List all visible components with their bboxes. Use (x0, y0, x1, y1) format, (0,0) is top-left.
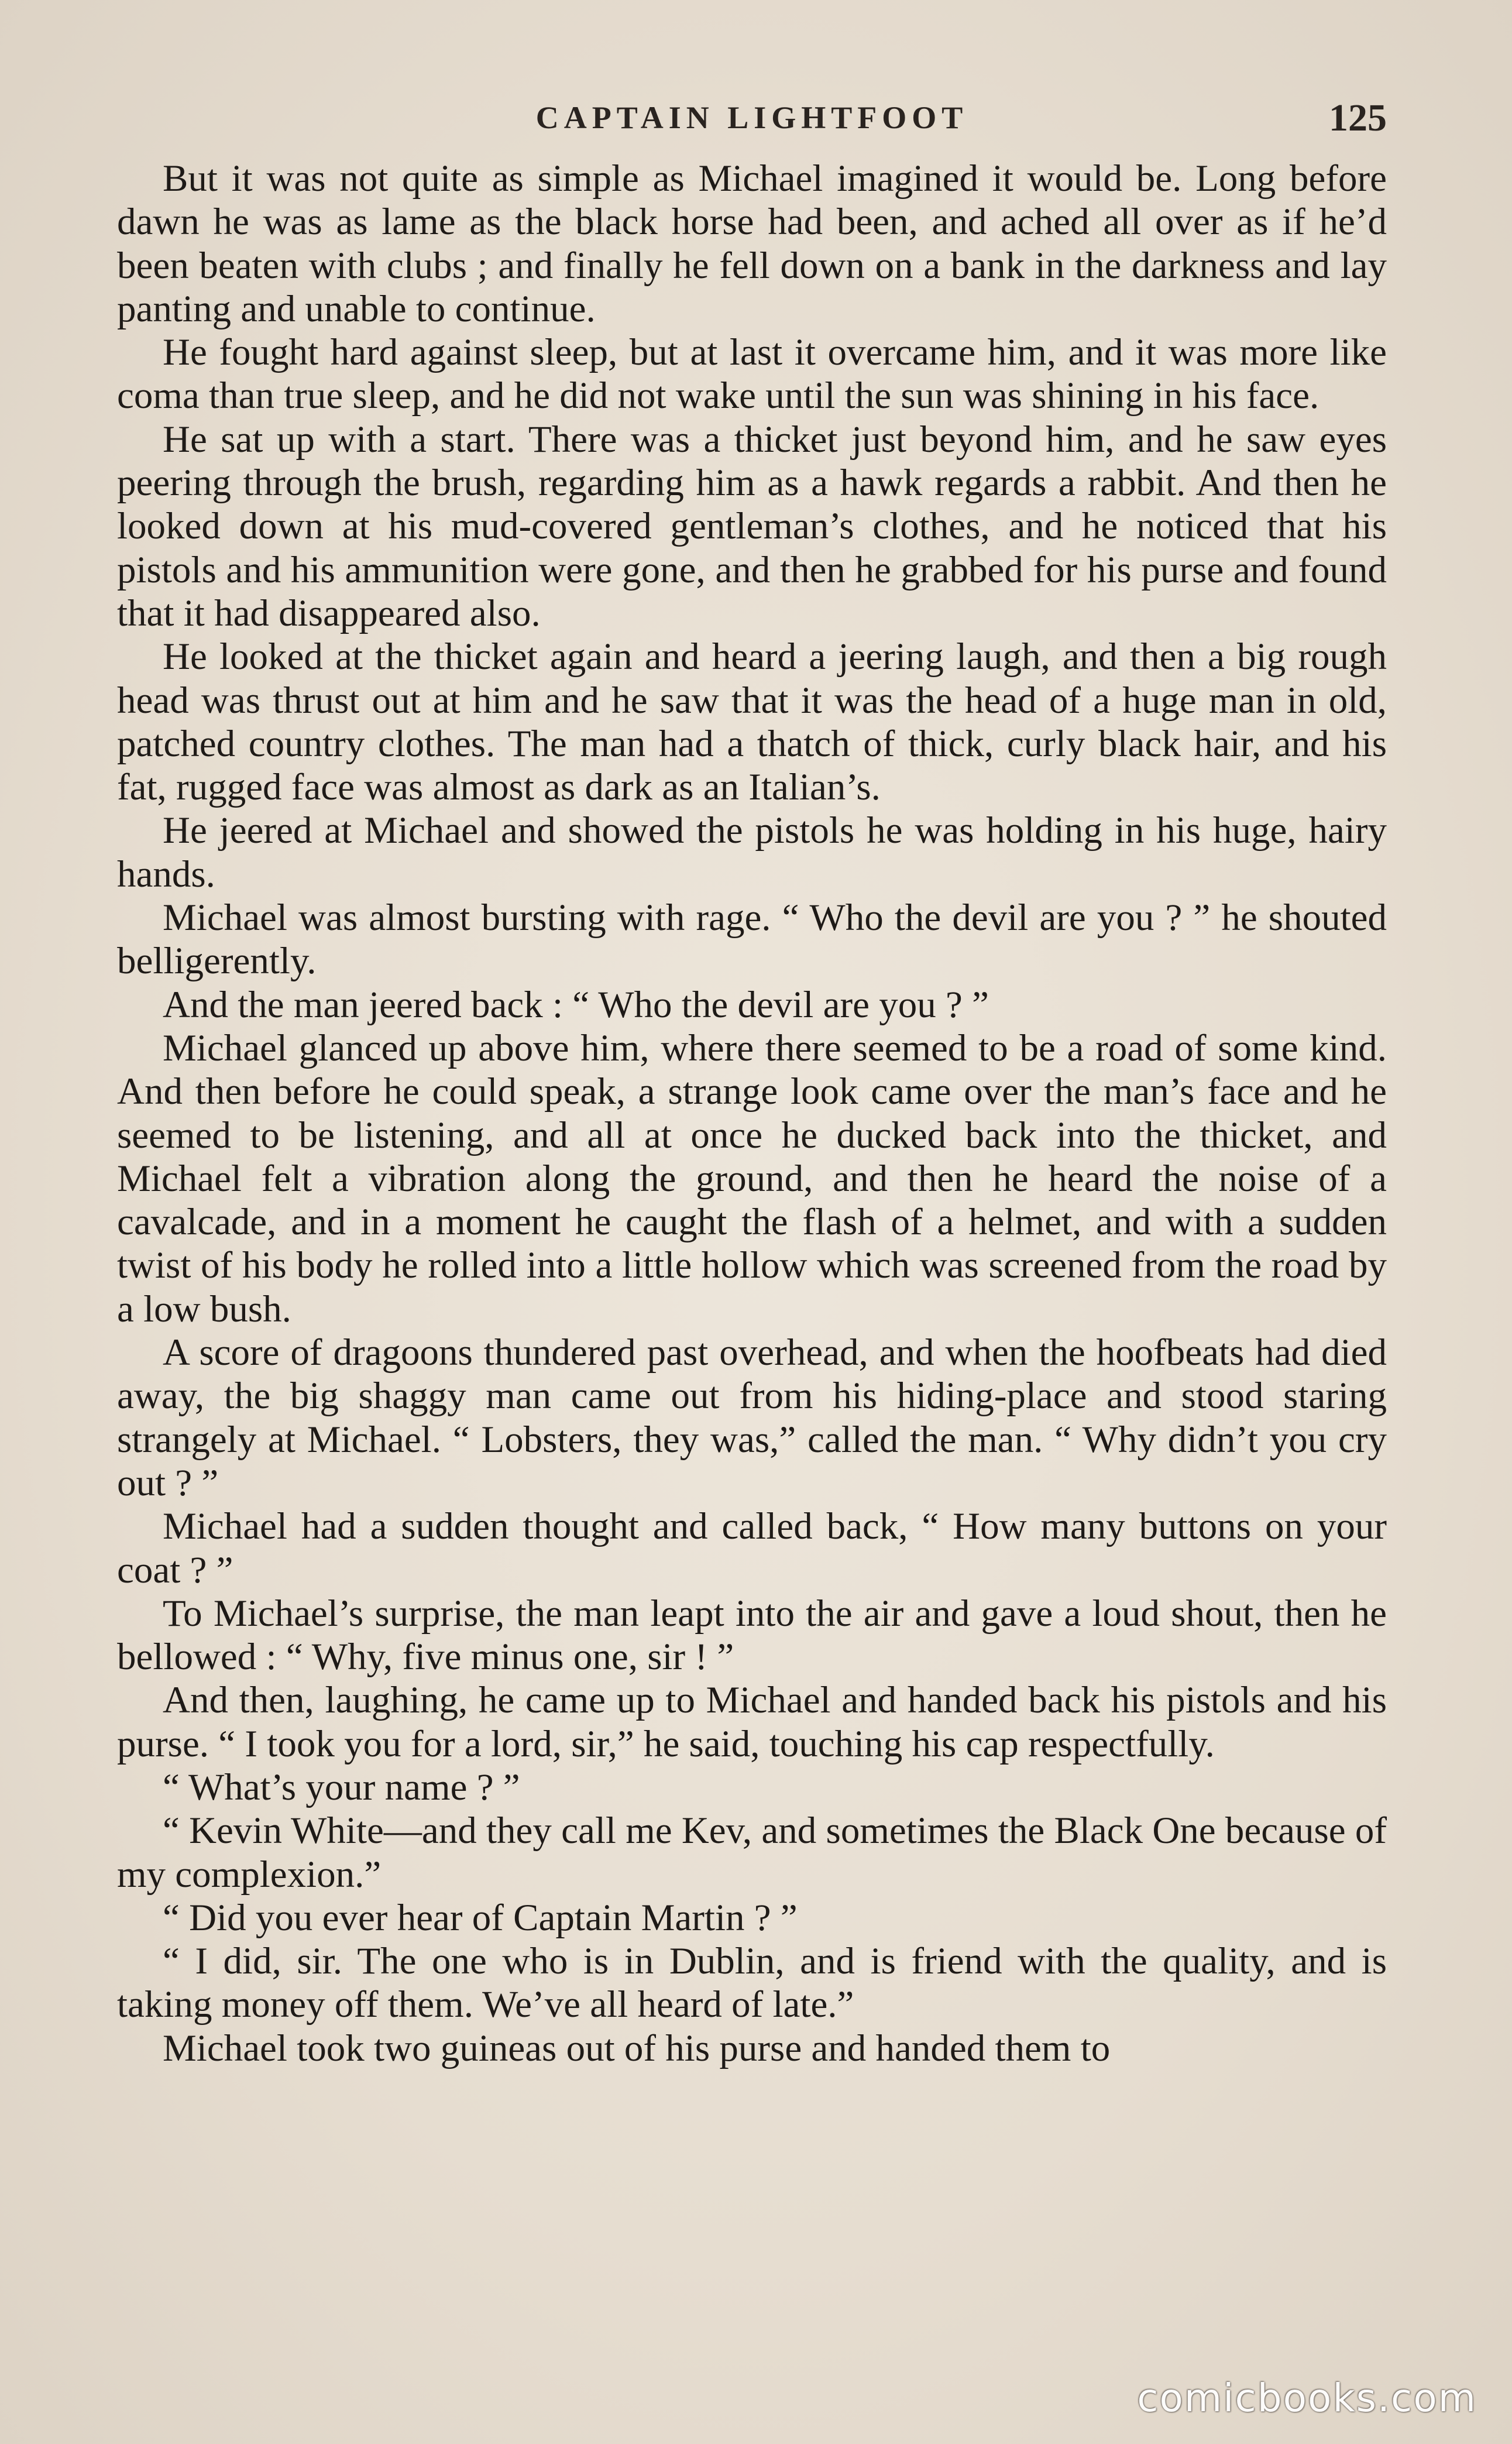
running-head (117, 94, 1387, 152)
paragraph: But it was not quite as simple as Michael imagined it would be. Long before dawn he was as lame as the black horse had been, and ached all over as if he’d been beaten with clubs ; and finally he fell down on a bank in the darkness and lay panting and unable to continue. (117, 157, 1387, 330)
page-number: 125 (1329, 97, 1387, 139)
paragraph: And then, laughing, he came up to Michael and handed back his pistols and his purse. “ I took you for a lord, sir,” he said, touching his cap respectfully. (117, 1679, 1387, 1765)
paragraph: Michael glanced up above him, where there seemed to be a road of some kind. And then before he could speak, a strange look came over the man’s face and he seemed to be listening, and all at once he ducked back into the thicket, and Michael felt a vibration along the ground, and then he heard the noise of a cavalcade, and in a moment he caught the flash of a helmet, and with a sudden twist of his body he rolled into a little hollow which was screened from the road by a low bush. (117, 1027, 1387, 1330)
paragraph: “ What’s your name ? ” (163, 1766, 520, 1808)
paragraph: “ I did, sir. The one who is in Dublin, and is friend with the quality, and is taking money off them. We’ve all heard of late.” (117, 1940, 1387, 2026)
paragraph: Michael was almost bursting with rage. “ Who the devil are you ? ” he shouted belligerently. (117, 897, 1387, 983)
paragraph: He sat up with a start. There was a thicket just beyond him, and he saw eyes peering through the brush, regarding him as a hawk regards a rabbit. And then he looked down at his mud-covered gentleman’s clothes, and he noticed that his pistols and his ammunition were gone, and then he grabbed for his purse and found that it had disappeared also. (117, 418, 1387, 634)
paragraph: “ Kevin White—and they call me Kev, and sometimes the Black One because of my complexion.” (117, 1810, 1387, 1896)
paragraph: He looked at the thicket again and heard a jeering laugh, and then a big rough head was thrust out at him and he saw that it was the head of a huge man in old, patched country clothes. The man had a thatch of thick, curly black hair, and his fat, rugged face was almost as dark as an Italian’s. (117, 636, 1387, 809)
running-title: CAPTAIN LIGHTFOOT (535, 100, 968, 135)
paragraph: And the man jeered back : “ Who the devil are you ? ” (163, 983, 989, 1026)
paragraph: To Michael’s surprise, the man leapt into the air and gave a loud shout, then he bellowed : “ Why, five minus one, sir ! ” (117, 1592, 1387, 1678)
paragraph: He jeered at Michael and showed the pistols he was holding in his huge, hairy hands. (117, 809, 1387, 895)
book-page (117, 94, 1387, 2070)
paragraph: A score of dragoons thundered past overhead, and when the hoofbeats had died away, the big shaggy man came out from his hiding-place and stood staring strangely at Michael. “ Lobsters, they was,” called the man. “ Why didn’t you cry out ? ” (117, 1331, 1387, 1504)
paragraph: “ Did you ever hear of Captain Martin ? ” (163, 1896, 798, 1939)
paragraph: He fought hard against sleep, but at last it overcame him, and it was more like coma than true sleep, and he did not wake until the sun was shining in his face. (117, 331, 1387, 417)
paragraph: Michael had a sudden thought and called back, “ How many buttons on your coat ? ” (117, 1505, 1387, 1591)
watermark: comicbooks.com (1137, 2376, 1477, 2421)
body-text (117, 157, 1387, 2070)
paragraph: Michael took two guineas out of his purse and handed them to (163, 2027, 1111, 2069)
